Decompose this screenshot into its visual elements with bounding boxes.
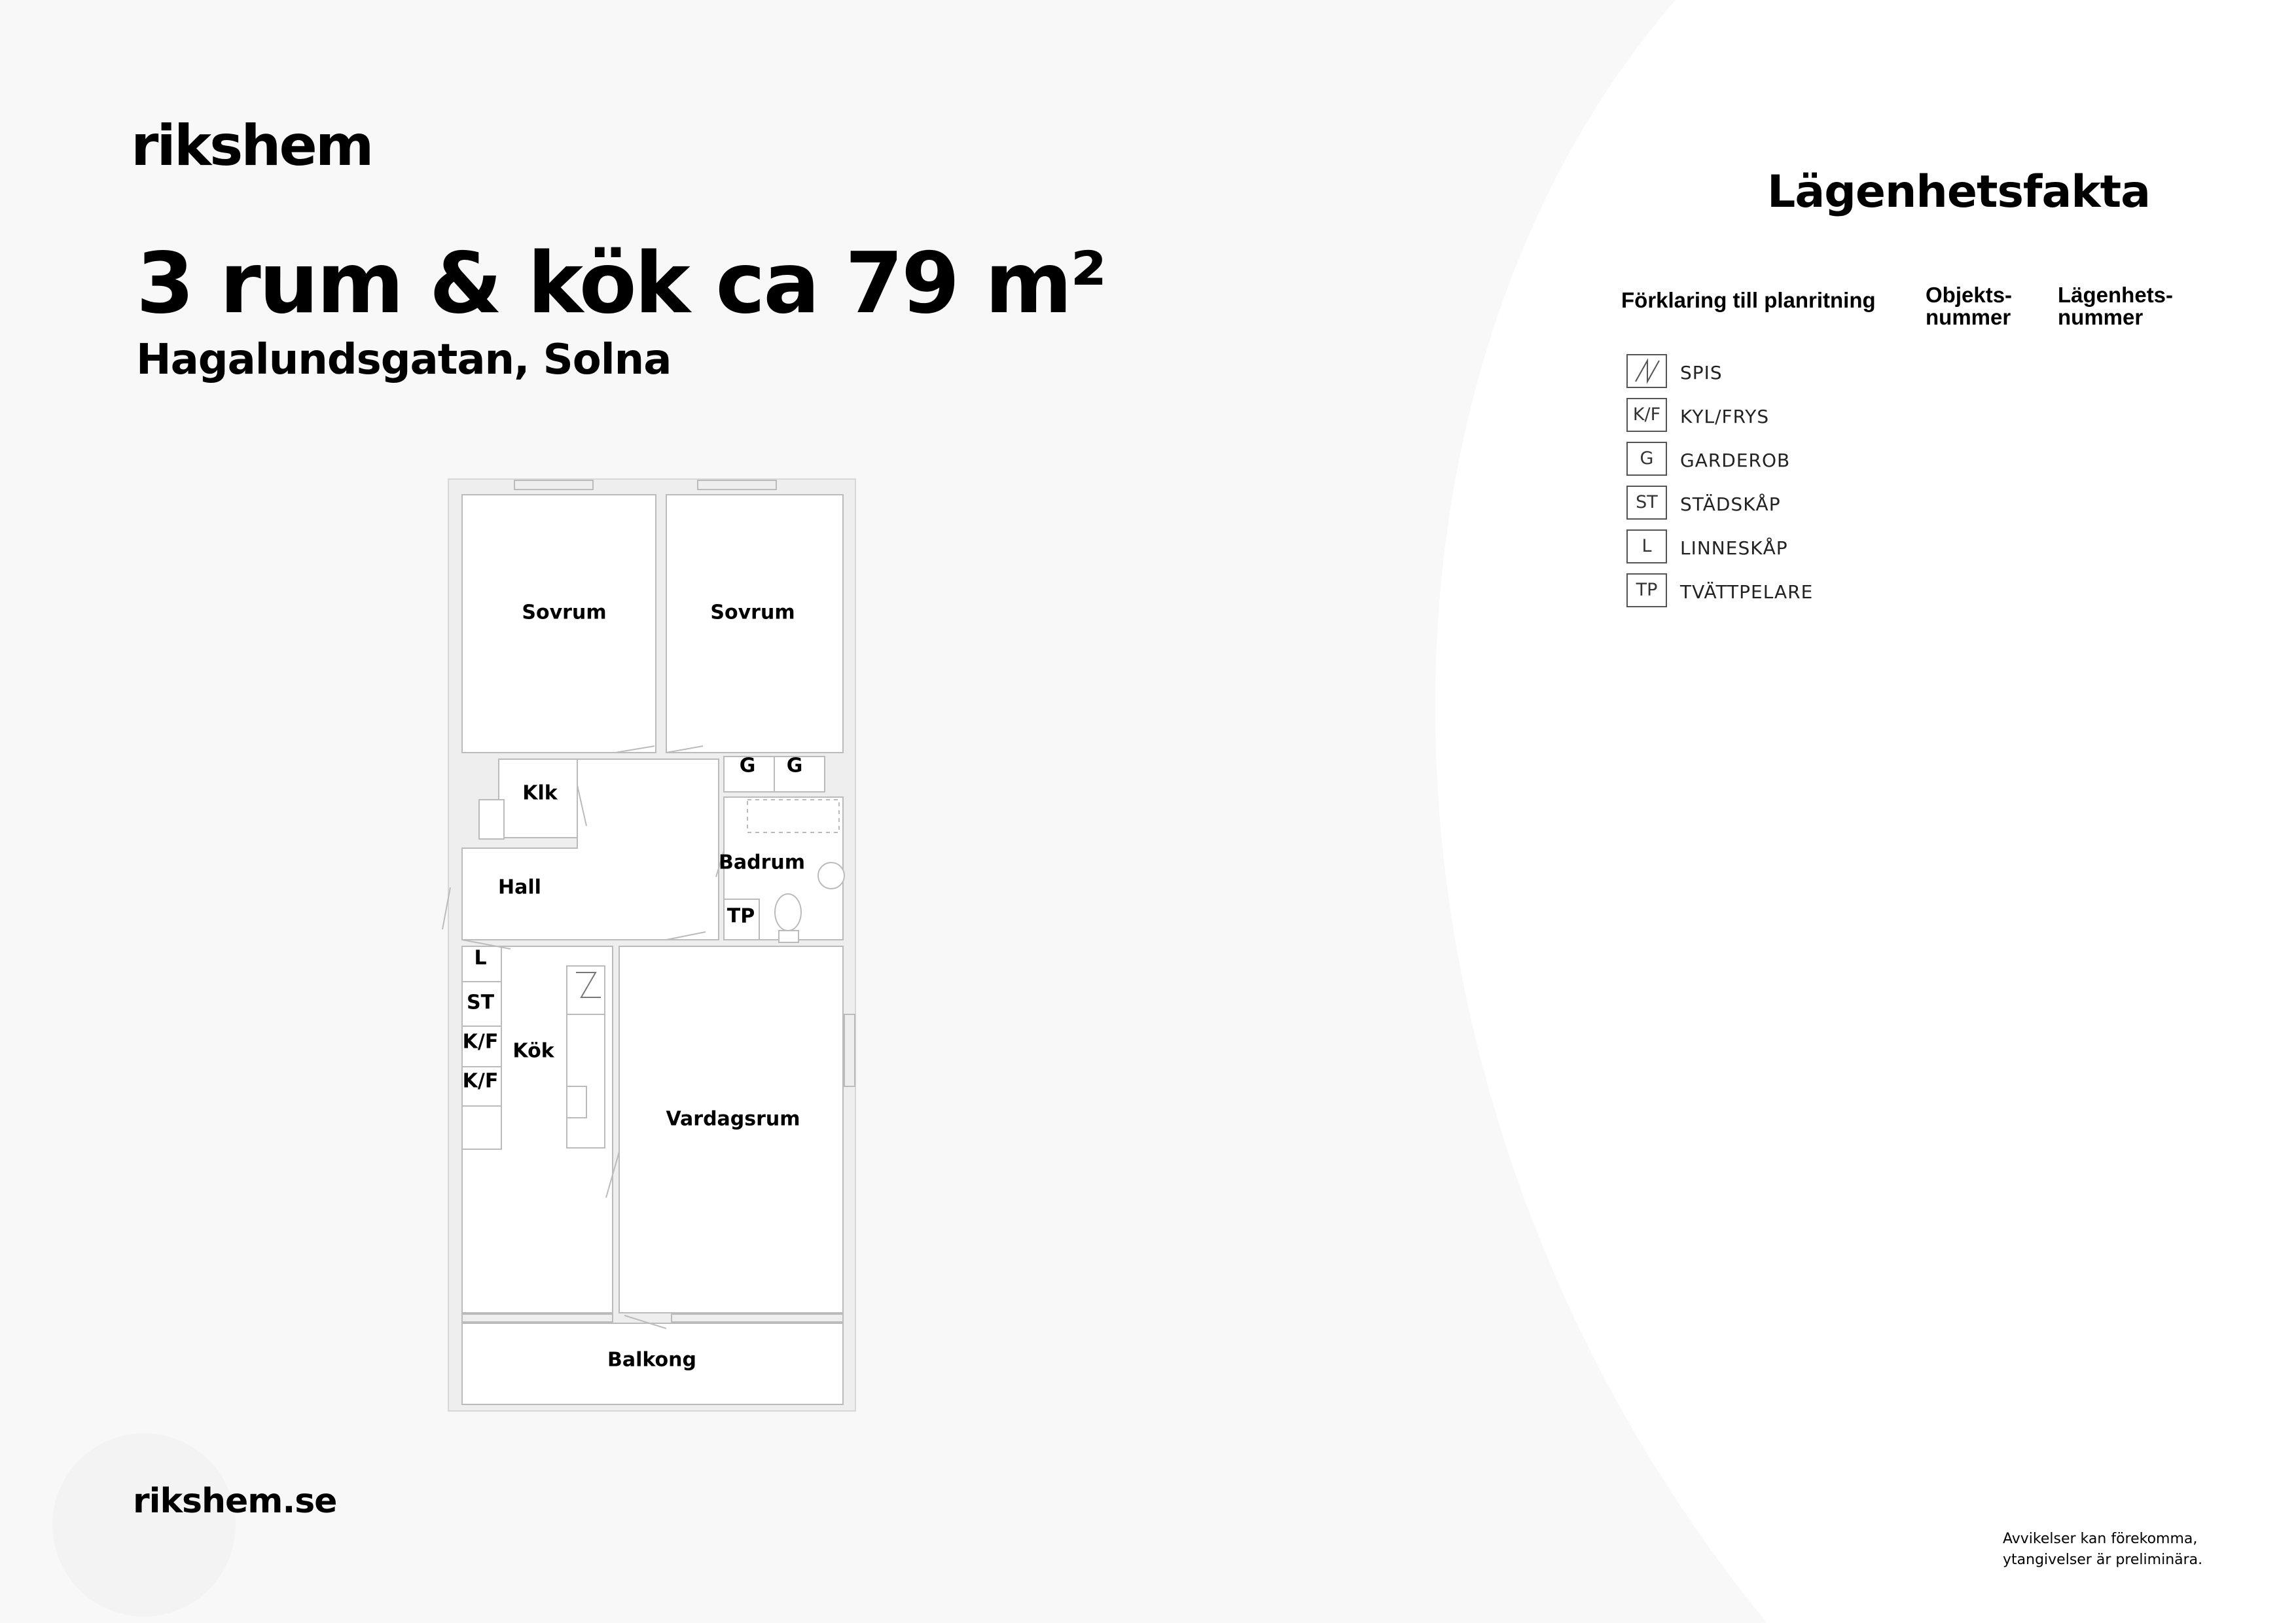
legend-label-washer: TVÄTTPELARE — [1680, 581, 1814, 603]
facts-heading: Lägenhetsfakta — [1767, 166, 2151, 218]
legend-item-cleaning — [1626, 486, 1954, 522]
fixture-cleaning: ST — [466, 991, 495, 1014]
legend-item-stove — [1626, 354, 1954, 391]
room-label-bedroom-2: Sovrum — [710, 601, 795, 624]
legend-label-fridge: KYL/FRYS — [1680, 406, 1770, 427]
legend-item-linen — [1626, 529, 1954, 566]
legend-item-fridge — [1626, 398, 1954, 435]
fixture-fridge-2: K/F — [462, 1069, 499, 1093]
room-label-living-room: Vardagsrum — [666, 1107, 800, 1131]
fixture-wardrobe-1: G — [739, 754, 756, 777]
fixture-linen: L — [474, 946, 487, 970]
fixture-wardrobe-2: G — [786, 754, 803, 777]
website-link[interactable]: rikshem.se — [133, 1482, 337, 1521]
fixture-washer-tower: TP — [726, 904, 755, 928]
room-label-closet: Klk — [522, 781, 558, 805]
legend-label-wardrobe: GARDEROB — [1680, 450, 1791, 471]
stove-icon — [1626, 354, 1667, 388]
cleaning-closet-symbol: ST — [1626, 486, 1667, 520]
legend-heading: Förklaring till planritning — [1621, 288, 1876, 312]
fridge-symbol: K/F — [1626, 398, 1667, 432]
legend-item-wardrobe — [1626, 442, 1954, 478]
page-subtitle: Hagalundsgatan, Solna — [136, 336, 672, 384]
room-label-hall: Hall — [498, 876, 541, 899]
legend-label-linen: LINNESKÅP — [1680, 537, 1788, 559]
legend-label-stove: SPIS — [1680, 362, 1723, 383]
object-number-label: Objekts- nummer — [1926, 283, 2013, 329]
page-title: 3 rum & kök ca 79 m² — [136, 235, 1105, 332]
room-label-bathroom: Badrum — [719, 851, 805, 874]
wardrobe-symbol: G — [1626, 442, 1667, 476]
room-label-kitchen: Kök — [512, 1039, 554, 1063]
fixture-fridge-1: K/F — [462, 1030, 499, 1054]
brand-logo[interactable]: rikshem — [131, 113, 372, 179]
room-label-bedroom-1: Sovrum — [522, 601, 607, 624]
linen-closet-symbol: L — [1626, 529, 1667, 563]
legend-item-washer — [1626, 573, 1954, 610]
legend-label-cleaning: STÄDSKÅP — [1680, 493, 1781, 515]
room-label-balcony: Balkong — [607, 1348, 696, 1372]
washer-tower-symbol: TP — [1626, 573, 1667, 607]
disclaimer: Avvikelser kan förekomma, ytangivelser är preliminära. — [2003, 1531, 2203, 1568]
apartment-number-label: Lägenhets- nummer — [2058, 283, 2174, 329]
